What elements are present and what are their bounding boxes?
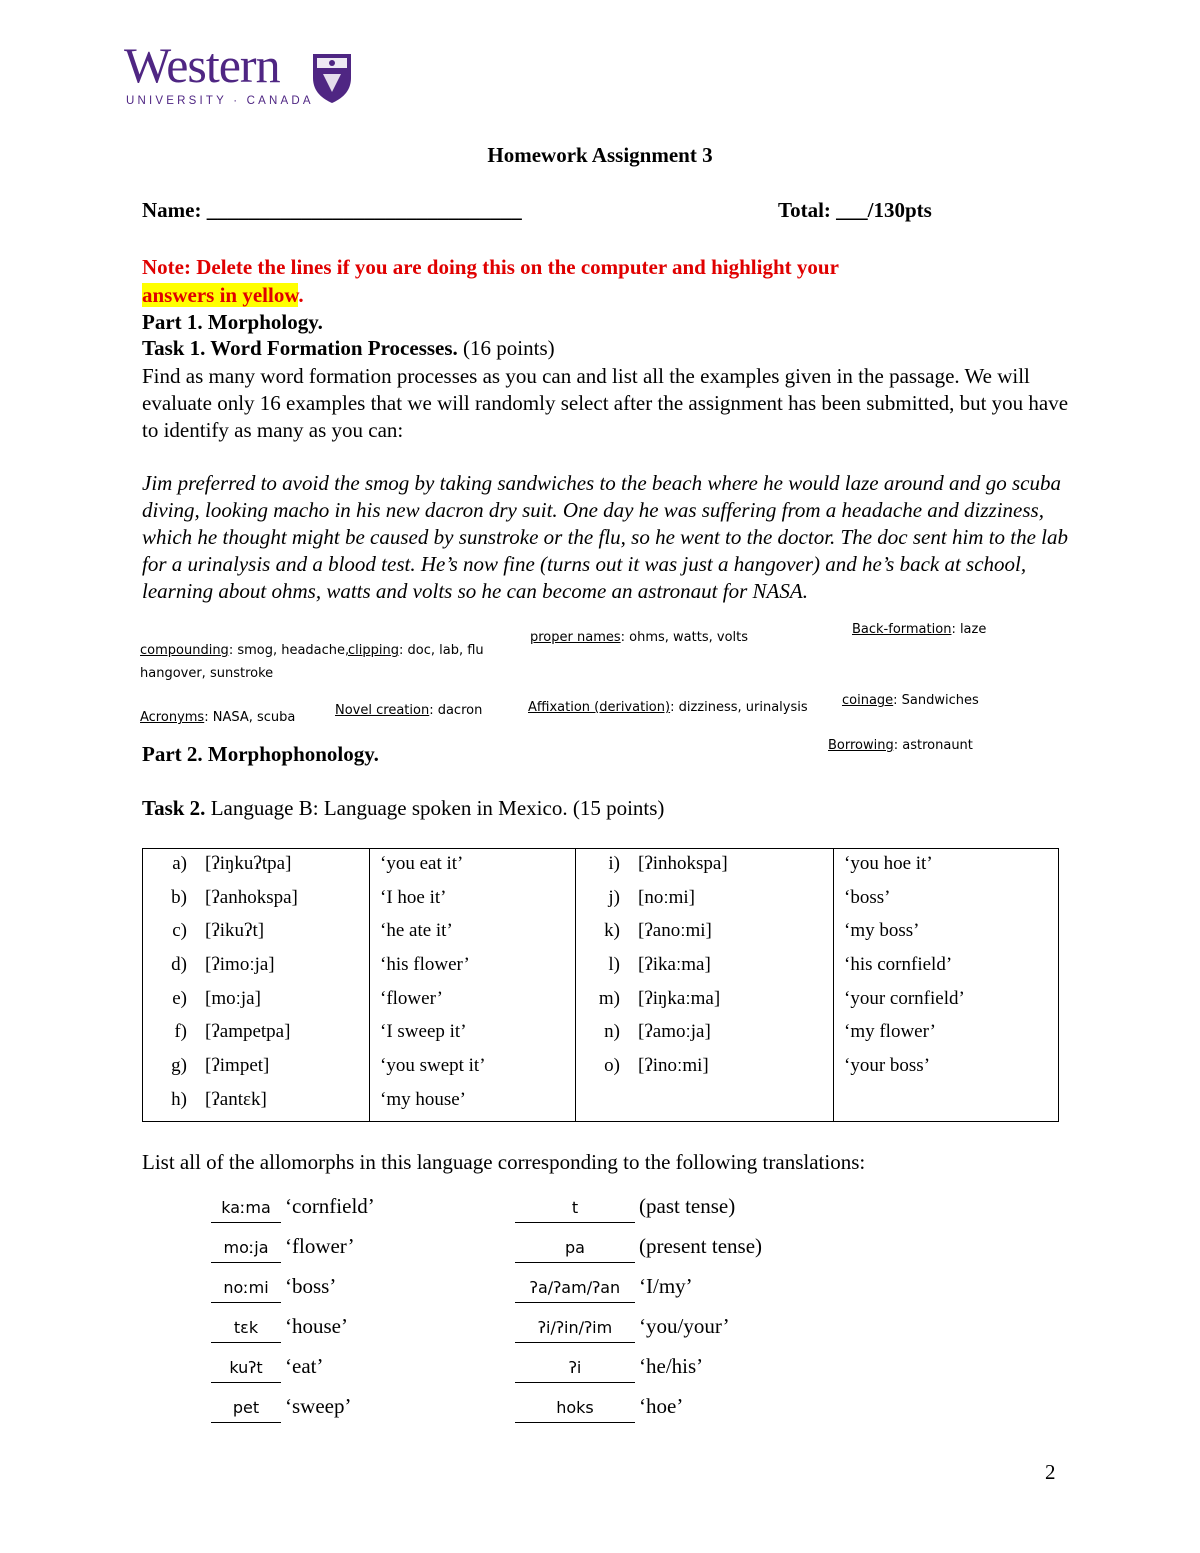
part1-heading: Part 1. Morphology.	[142, 310, 323, 334]
hw-coinage-value: : Sandwiches	[893, 693, 979, 708]
table-row	[143, 952, 369, 986]
table-gloss: ‘you eat it’	[380, 853, 464, 874]
table-row	[576, 918, 833, 952]
row-letter: i)	[608, 853, 620, 874]
hw-novel-value: : dacron	[429, 703, 483, 718]
allomorph-item	[211, 1232, 375, 1272]
row-form: [ʔampetpa]	[205, 1021, 291, 1043]
instruction-note	[142, 253, 1042, 309]
page-title: Homework Assignment 3	[487, 143, 713, 167]
table-row	[143, 885, 369, 919]
table-gloss: ‘your cornfield’	[844, 987, 965, 1009]
row-form: [ʔimoːja]	[205, 954, 275, 976]
table-row	[576, 952, 833, 986]
table-gloss: ‘my boss’	[844, 920, 920, 942]
answer-blank[interactable]: pa	[515, 1234, 635, 1263]
right-forms-column	[576, 849, 834, 1122]
hw-novel-creation	[335, 703, 482, 718]
answer-blank[interactable]: hoks	[515, 1394, 635, 1423]
allomorph-gloss: ‘sweep’	[285, 1394, 352, 1418]
hw-back-formation	[852, 622, 986, 637]
task1-points: (16 points)	[457, 336, 555, 360]
answer-blank[interactable]: kaːma	[211, 1194, 281, 1223]
hw-affix-value: : dizziness, urinalysis	[670, 700, 808, 715]
table-gloss: ‘you swept it’	[380, 1055, 486, 1077]
hw-compounding-label: compounding	[140, 643, 229, 658]
row-form: [ʔiŋkaːma]	[638, 987, 721, 1009]
hw-backformation-value: : laze	[951, 622, 987, 637]
allomorph-item	[211, 1392, 375, 1432]
row-letter: l)	[608, 954, 620, 976]
note-text-end: .	[298, 283, 304, 307]
hw-compounding	[140, 643, 349, 658]
task2-title: Task 2.	[142, 796, 206, 820]
allomorph-gloss: ‘eat’	[285, 1354, 324, 1378]
allomorph-gloss: (past tense)	[639, 1194, 736, 1218]
hw-coinage	[842, 693, 979, 708]
part2-heading: Part 2. Morphophonology.	[142, 742, 379, 766]
language-data-table	[142, 848, 1059, 1122]
table-row	[143, 1019, 369, 1053]
table-row	[576, 1053, 833, 1087]
table-gloss: ‘my flower’	[844, 1021, 936, 1043]
right-glosses-column	[834, 849, 1059, 1122]
page-number: 2	[1045, 1460, 1056, 1484]
task1-heading	[142, 336, 555, 361]
task1-title: Task 1. Word Formation Processes.	[142, 336, 458, 360]
hw-clipping-value: : doc, lab, flu	[398, 643, 484, 658]
left-forms-column	[143, 849, 370, 1122]
row-form: [ʔantɛk]	[205, 1088, 267, 1110]
table-gloss: ‘my house’	[380, 1088, 467, 1110]
hw-compounding-value: : smog, headache,	[228, 643, 350, 658]
answer-blank[interactable]: ʔi	[515, 1354, 635, 1383]
table-row	[143, 1053, 369, 1087]
allomorph-item	[515, 1232, 762, 1272]
table-row	[576, 986, 833, 1020]
hw-acronyms	[140, 710, 295, 725]
allomorph-item	[211, 1192, 375, 1232]
hw-clipping	[348, 643, 484, 658]
allomorph-instructions: List all of the allomorphs in this language corresponding to the following translations:	[142, 1150, 866, 1174]
hw-proper-value: : ohms, watts, volts	[620, 630, 749, 645]
allomorph-gloss: ‘he/his’	[639, 1354, 704, 1378]
answer-blank[interactable]: tɛk	[211, 1314, 281, 1343]
university-logo-subtitle: UNIVERSITY · CANADA	[126, 95, 314, 107]
answer-blank[interactable]: ʔi/ʔin/ʔim	[515, 1314, 635, 1343]
task1-instructions: Find as many word formation processes as you can and list all the examples given in the passage. We will evaluate only 16 examples that we will randomly select after the assignment has been submitted, but you have to identify as many as you can:	[142, 364, 1069, 442]
hw-affix-label: Affixation (derivation)	[528, 700, 671, 715]
hw-backformation-label: Back-formation	[852, 622, 952, 637]
table-row	[143, 918, 369, 952]
table-row	[143, 851, 369, 885]
table-row	[143, 1087, 369, 1121]
row-letter: e)	[172, 987, 187, 1009]
allomorphs-left	[211, 1192, 375, 1432]
row-letter: b)	[171, 886, 187, 908]
row-letter: c)	[172, 920, 187, 942]
row-letter: k)	[604, 920, 620, 942]
row-form: [ʔanoːmi]	[638, 920, 712, 942]
table-gloss: ‘I hoe it’	[380, 886, 447, 908]
allomorph-item	[211, 1272, 375, 1312]
row-letter: a)	[172, 853, 187, 874]
allomorph-item	[211, 1312, 375, 1352]
row-letter: o)	[604, 1055, 620, 1077]
answer-blank[interactable]: moːja	[211, 1234, 281, 1263]
task1-passage: Jim preferred to avoid the smog by taking sandwiches to the beach where he would laze around and go scuba diving, looking macho in his new dacron dry suit. One day he was suffering from a headache and dizziness, which he thought might be caused by sunstroke or the flu, so he went to the doctor. The doc sent him to the lab for a urinalysis and a blood test. He’s now fine (turns out it was just a hangover) and he’s back at school, learning about ohms, watts and volts so he can become an astronaut for NASA.	[142, 471, 1069, 603]
row-form: [ʔikaːma]	[638, 954, 711, 976]
task2-description: Language B: Language spoken in Mexico. (15 points)	[205, 796, 665, 820]
allomorph-item	[515, 1392, 762, 1432]
answer-blank[interactable]: pet	[211, 1394, 281, 1423]
table-gloss: ‘you hoe it’	[844, 853, 933, 874]
table-gloss: ‘he ate it’	[380, 920, 453, 942]
row-form: [ʔanhokspa]	[205, 886, 298, 908]
left-glosses-column	[370, 849, 576, 1122]
table-row	[576, 851, 833, 885]
allomorph-item	[515, 1192, 762, 1232]
row-letter: j)	[608, 886, 620, 908]
answer-blank[interactable]: ʔa/ʔam/ʔan	[515, 1274, 635, 1303]
table-row	[576, 1019, 833, 1053]
note-text-1: Note: Delete the lines if you are doing this on the computer and highlight your	[142, 255, 839, 279]
row-form: [noːmi]	[638, 886, 695, 908]
allomorph-gloss: ‘flower’	[285, 1234, 355, 1258]
crest-icon	[311, 52, 353, 104]
allomorph-gloss: ‘you/your’	[639, 1314, 730, 1338]
allomorph-gloss: ‘house’	[285, 1314, 348, 1338]
row-form: [ʔinoːmi]	[638, 1055, 709, 1077]
row-form: [moːja]	[205, 987, 261, 1009]
row-letter: f)	[174, 1021, 187, 1043]
hw-acronym-value: : NASA, scuba	[204, 710, 296, 725]
answer-blank[interactable]: t	[515, 1194, 635, 1223]
hw-compounding-2: hangover, sunstroke	[140, 666, 274, 681]
allomorph-item	[211, 1352, 375, 1392]
table-row	[143, 986, 369, 1020]
allomorph-item	[515, 1352, 762, 1392]
allomorph-item	[515, 1272, 762, 1312]
allomorph-item	[515, 1312, 762, 1352]
row-letter: h)	[171, 1088, 187, 1110]
allomorphs-right	[515, 1192, 762, 1432]
hw-proper-label: proper names	[530, 630, 621, 645]
hw-borrowing-label: Borrowing	[828, 738, 894, 753]
row-form: [ʔamoːja]	[638, 1021, 711, 1043]
hw-acronym-label: Acronyms	[140, 710, 205, 725]
hw-coinage-label: coinage	[842, 693, 894, 708]
allomorph-gloss: ‘I/my’	[639, 1274, 693, 1298]
table-gloss: ‘his cornfield’	[844, 954, 953, 976]
task2-heading	[142, 796, 664, 821]
hw-clipping-label: clipping	[348, 643, 399, 658]
row-form: [ʔikuʔt]	[205, 920, 265, 942]
table-gloss: ‘flower’	[380, 987, 443, 1009]
university-logo-wordmark: Western	[124, 37, 280, 93]
allomorph-gloss: ‘cornfield’	[285, 1194, 375, 1218]
table-gloss: ‘your boss’	[844, 1055, 931, 1077]
allomorph-gloss: ‘boss’	[285, 1274, 337, 1298]
answer-blank[interactable]: kuʔt	[211, 1354, 281, 1383]
answer-blank[interactable]: noːmi	[211, 1274, 281, 1303]
row-form: [ʔiŋkuʔtpa]	[205, 853, 292, 874]
row-letter: m)	[598, 987, 620, 1009]
allomorph-gloss: ‘hoe’	[639, 1394, 684, 1418]
row-form: [ʔinhokspa]	[638, 853, 728, 874]
row-letter: d)	[171, 954, 187, 976]
allomorph-gloss: (present tense)	[639, 1234, 763, 1258]
note-highlight: answers in yellow	[142, 283, 299, 307]
total-score-label: Total: ___/130pts	[778, 198, 932, 222]
hw-novel-label: Novel creation	[335, 703, 430, 718]
table-gloss: ‘boss’	[844, 886, 891, 908]
hw-borrowing-value: : astronaunt	[893, 738, 973, 753]
table-row	[576, 885, 833, 919]
name-field-label: Name: ______________________________	[142, 198, 522, 222]
row-form: [ʔimpet]	[205, 1055, 270, 1077]
hw-affixation	[528, 700, 808, 715]
table-gloss: ‘his flower’	[380, 954, 470, 976]
table-gloss: ‘I sweep it’	[380, 1021, 467, 1043]
row-letter: g)	[171, 1055, 187, 1077]
hw-proper-names	[530, 630, 748, 645]
row-letter: n)	[604, 1021, 620, 1043]
hw-borrowing	[828, 738, 973, 753]
